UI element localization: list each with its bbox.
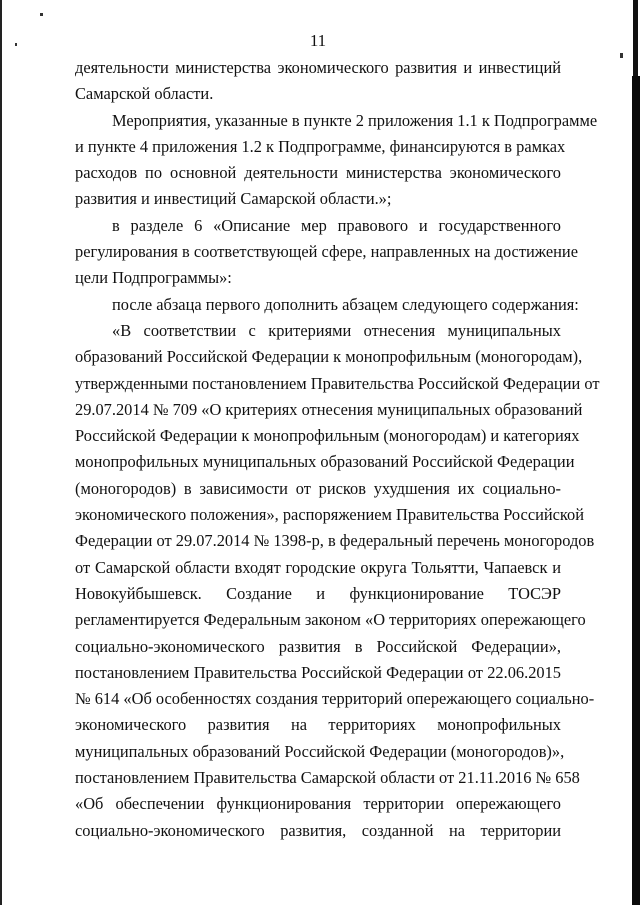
text-line: Новокуйбышевск. Создание и функционирование ТОСЭР: [75, 583, 561, 603]
text-line: деятельности министерства экономического развития и инвестиций: [75, 58, 561, 77]
text-line: социально-экономического развития в Российской Федерации»,: [75, 636, 561, 656]
text-line: 29.07.2014 № 709 «О критериях отнесения муниципальных образований: [75, 399, 583, 419]
scan-edge-left: [0, 0, 2, 905]
text-line: «Об обеспечении функционирования территории опережающего: [75, 794, 561, 814]
text-line: расходов по основной деятельности министерства экономического: [75, 163, 561, 183]
scan-edge-right: [632, 76, 640, 905]
text-line: Российской Федерации к монопрофильным (моногородам) и категориях: [75, 426, 580, 446]
text-line: регулирования в соответствующей сфере, направленных на достижение: [75, 242, 578, 262]
text-line: «В соответствии с критериями отнесения муниципальных: [112, 320, 561, 340]
text-line: (моногородов) в зависимости от рисков ухудшения их социально-: [75, 478, 561, 498]
text-line: экономического развития на территориях монопрофильных: [75, 715, 561, 735]
text-line: образований Российской Федерации к монопрофильным (моногородам),: [75, 347, 583, 367]
text-line: Самарской области.: [75, 84, 214, 104]
text-line: муниципальных образований Российской Федерации (моногородов)»,: [75, 741, 565, 761]
text-line: социально-экономического развития, созданной на территории: [75, 820, 561, 840]
text-line: после абзаца первого дополнить абзацем следующего содержания:: [112, 294, 579, 314]
document-body: [75, 55, 600, 844]
text-line: в разделе 6 «Описание мер правового и государственного: [112, 215, 561, 235]
text-line: постановлением Правительства Российской Федерации от 22.06.2015: [75, 662, 561, 682]
text-line: № 614 «Об особенностях создания территорий опережающего социально-: [75, 689, 595, 709]
text-line: монопрофильных муниципальных образований Российской Федерации: [75, 452, 575, 472]
text-line: Мероприятия, указанные в пункте 2 приложения 1.1 к Подпрограмме: [112, 110, 598, 130]
scan-speck: [40, 13, 43, 16]
text-line: регламентируется Федеральным законом «О территориях опережающего: [75, 610, 586, 630]
text-line: развития и инвестиций Самарской области.»;: [75, 189, 392, 209]
text-line: утвержденными постановлением Правительства Российской Федерации от: [75, 373, 600, 393]
text-line: постановлением Правительства Самарской области от 21.11.2016 № 658: [75, 768, 580, 788]
text-line: и пункте 4 приложения 1.2 к Подпрограмме, финансируются в рамках: [75, 136, 566, 156]
text-line: экономического положения», распоряжением Правительства Российской: [75, 505, 585, 525]
text-line: Федерации от 29.07.2014 № 1398-р, в федеральный перечень моногородов: [75, 531, 595, 551]
page-number: 11: [309, 31, 327, 50]
text-line: от Самарской области входят городские округа Тольятти, Чапаевск и: [75, 557, 561, 577]
scan-speck: [620, 53, 623, 58]
text-line: цели Подпрограммы»:: [75, 268, 232, 288]
